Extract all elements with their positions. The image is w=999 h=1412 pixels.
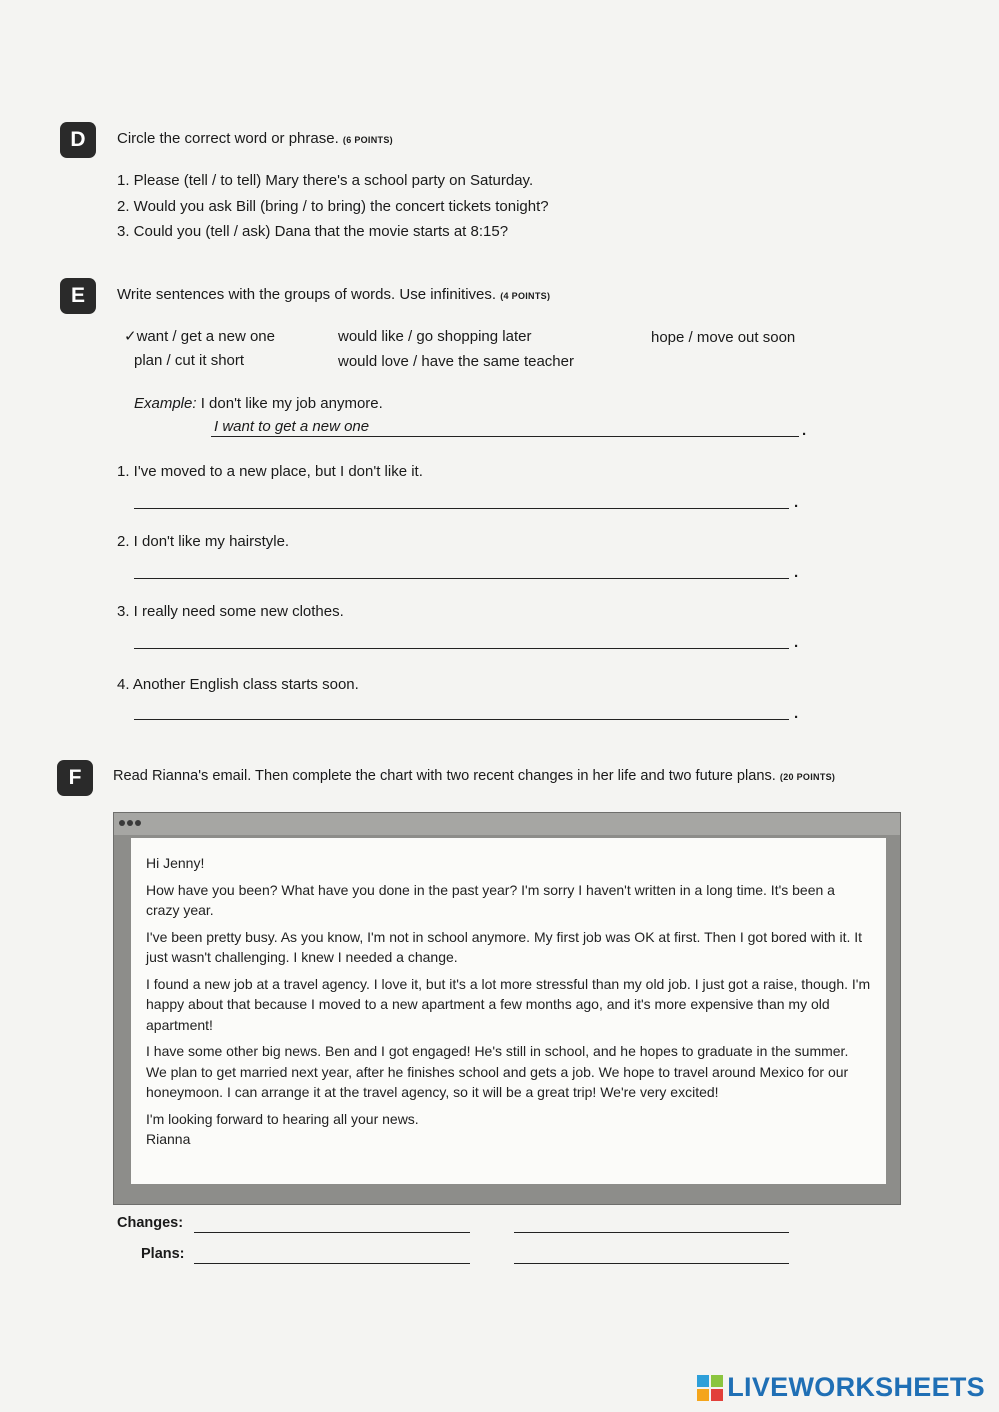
- answer-period-1: .: [794, 494, 799, 511]
- email-paragraph-2: I've been pretty busy. As you know, I'm not in school anymore. My first job was OK at first. Then I got bored with it. It just wasn't challenging. I knew I needed a change.: [146, 928, 863, 965]
- example-line: [134, 395, 383, 412]
- word-bank-item-4: plan / cut it short: [134, 352, 245, 369]
- email-paragraph-4: I have some other big news. Ben and I got engaged! He's still in school, and he hopes to graduate in the summer. We plan to get married next year, after he finishes school and gets a job. We hope to travel around Mexico for our honeymoon. I can arrange it at the travel agency, so it will be a great trip! We're very excited!: [146, 1043, 849, 1100]
- section-d-points: (6 POINTS): [342, 135, 393, 145]
- section-f-badge: F: [57, 760, 93, 796]
- liveworksheets-brand: [697, 1372, 985, 1403]
- email-titlebar: [114, 813, 900, 835]
- section-e-item-2: 2. I don't like my hairstyle.: [117, 533, 290, 550]
- example-answer: I want to get a new one: [214, 418, 370, 435]
- word-bank-item-5: would love / have the same teacher: [338, 353, 574, 370]
- window-dot-icon: [119, 820, 125, 826]
- section-e-item-1: 1. I've moved to a new place, but I don't like it.: [117, 463, 423, 480]
- section-e-item-4: 4. Another English class starts soon.: [117, 676, 359, 693]
- plans-label: Plans:: [141, 1246, 185, 1262]
- changes-line-1[interactable]: [194, 1232, 470, 1233]
- section-e-item-3: 3. I really need some new clothes.: [117, 603, 344, 620]
- section-d-item-3: 3. Could you (tell / ask) Dana that the movie starts at 8:15?: [117, 223, 509, 240]
- section-f-points: (20 POINTS): [779, 772, 836, 782]
- word-bank-item-2: would like / go shopping later: [338, 328, 532, 345]
- answer-period-3: .: [794, 634, 799, 651]
- answer-line-1[interactable]: [134, 508, 789, 509]
- answer-line-2[interactable]: [134, 578, 789, 579]
- plans-line-2[interactable]: [514, 1263, 789, 1264]
- example-period: .: [802, 422, 807, 439]
- window-dot-icon: [127, 820, 133, 826]
- section-e-badge: E: [60, 278, 96, 314]
- plans-line-1[interactable]: [194, 1263, 470, 1264]
- section-d-item-2: 2. Would you ask Bill (bring / to bring) the concert tickets tonight?: [117, 198, 549, 215]
- section-e-instruction: Write sentences with the groups of words. Use infinitives. (4 POINTS): [117, 286, 551, 303]
- answer-period-4: .: [794, 705, 799, 722]
- answer-line-3[interactable]: [134, 648, 789, 649]
- email-greeting: Hi Jenny!: [146, 855, 205, 871]
- liveworksheets-logo-icon: [697, 1375, 723, 1401]
- window-dot-icon: [135, 820, 141, 826]
- example-label: Example:: [134, 395, 197, 412]
- section-d-item-1: 1. Please (tell / to tell) Mary there's a school party on Saturday.: [117, 172, 534, 189]
- example-answer-line: [211, 436, 799, 437]
- answer-period-2: .: [794, 564, 799, 581]
- section-d-badge: D: [60, 122, 96, 158]
- section-d-instruction: Circle the correct word or phrase. (6 POINTS): [117, 130, 393, 147]
- email-window: [113, 812, 901, 1205]
- answer-line-4[interactable]: [134, 719, 789, 720]
- word-bank-item-3: hope / move out soon: [651, 329, 796, 346]
- changes-label: Changes:: [117, 1215, 184, 1231]
- email-body: [131, 838, 886, 1184]
- example-prompt: I don't like my job anymore.: [200, 395, 383, 412]
- email-paragraph-3: I found a new job at a travel agency. I love it, but it's a lot more stressful than my old job. I just got a raise, though. I'm happy about that because I moved to a new apartment a few months ago, and it's more expensive than my old apartment!: [146, 975, 871, 1033]
- section-e-points: (4 POINTS): [500, 291, 551, 301]
- word-bank-item-1: ✓want / get a new one: [124, 328, 275, 345]
- liveworksheets-text: LIVEWORKSHEETS: [727, 1372, 985, 1402]
- email-signature: Rianna: [146, 1131, 191, 1147]
- email-paragraph-5: I'm looking forward to hearing all your news.: [146, 1110, 419, 1127]
- email-paragraph-1: How have you been? What have you done in the past year? I'm sorry I haven't written in a long time. It's been a crazy year.: [146, 881, 835, 918]
- changes-line-2[interactable]: [514, 1232, 789, 1233]
- section-f-instruction: Read Rianna's email. Then complete the chart with two recent changes in her life and two future plans. (20 POINTS): [113, 768, 836, 784]
